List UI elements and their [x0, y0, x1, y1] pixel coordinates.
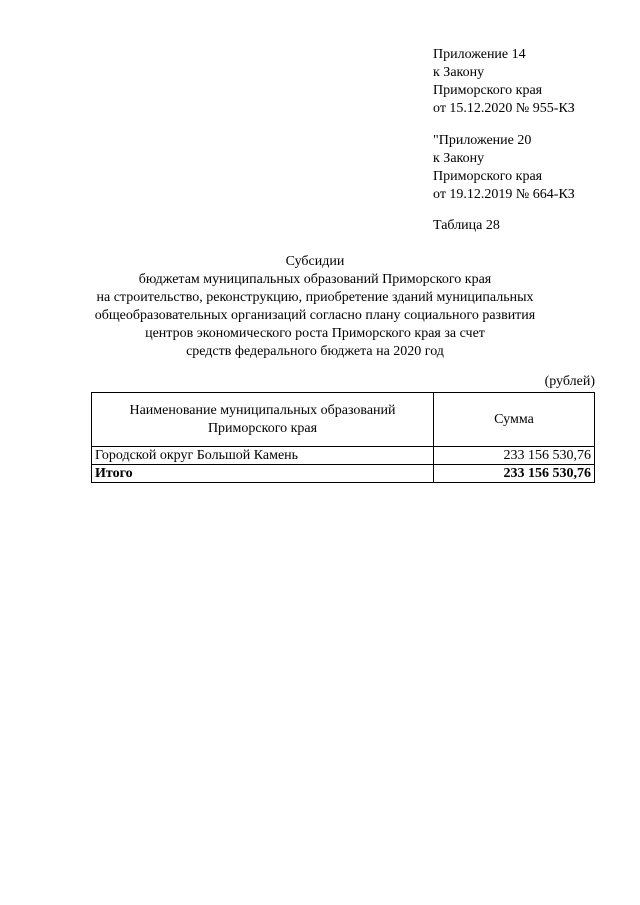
title-line: Субсидии: [285, 254, 345, 269]
annex-line: Приморского края: [433, 169, 543, 184]
header-sum: Сумма: [434, 393, 595, 447]
header-name-line: Наименование муниципальных образований: [129, 402, 396, 418]
annex-original: [433, 132, 575, 204]
annex-line: от 15.12.2020 № 955-КЗ: [433, 101, 575, 116]
annex-line: Приложение 14: [433, 47, 526, 62]
table-header-row: [92, 393, 595, 447]
title-line: средств федерального бюджета на 2020 год: [186, 344, 444, 359]
annex-line: "Приложение 20: [433, 133, 532, 148]
title-line: бюджетам муниципальных образований Приморского края: [138, 272, 492, 287]
title-line: на строительство, реконструкцию, приобретение зданий муниципальных: [96, 290, 534, 305]
total-name: Итого: [92, 465, 434, 483]
annex-line: от 19.12.2019 № 664-КЗ: [433, 187, 575, 202]
annex-line: к Закону: [433, 151, 485, 166]
table-row: [92, 447, 595, 465]
header-name: [92, 393, 434, 447]
total-sum: 233 156 530,76: [434, 465, 595, 483]
title-line: центров экономического роста Приморского края за счет: [145, 326, 485, 341]
row-sum: 233 156 530,76: [434, 447, 595, 465]
header-name-line: Приморского края: [207, 420, 318, 436]
total-row: [92, 465, 595, 483]
document-title: [80, 253, 550, 361]
annex-line: к Закону: [433, 65, 485, 80]
title-line: общеобразовательных организаций согласно плану социального развития: [94, 308, 536, 323]
unit-label: (рублей): [544, 374, 595, 389]
subsidy-table: [91, 392, 595, 483]
annex-line: Приморского края: [433, 83, 543, 98]
row-name: Городской округ Большой Камень: [92, 447, 434, 465]
table-number: Таблица 28: [433, 218, 500, 233]
annex-current: [433, 46, 575, 118]
